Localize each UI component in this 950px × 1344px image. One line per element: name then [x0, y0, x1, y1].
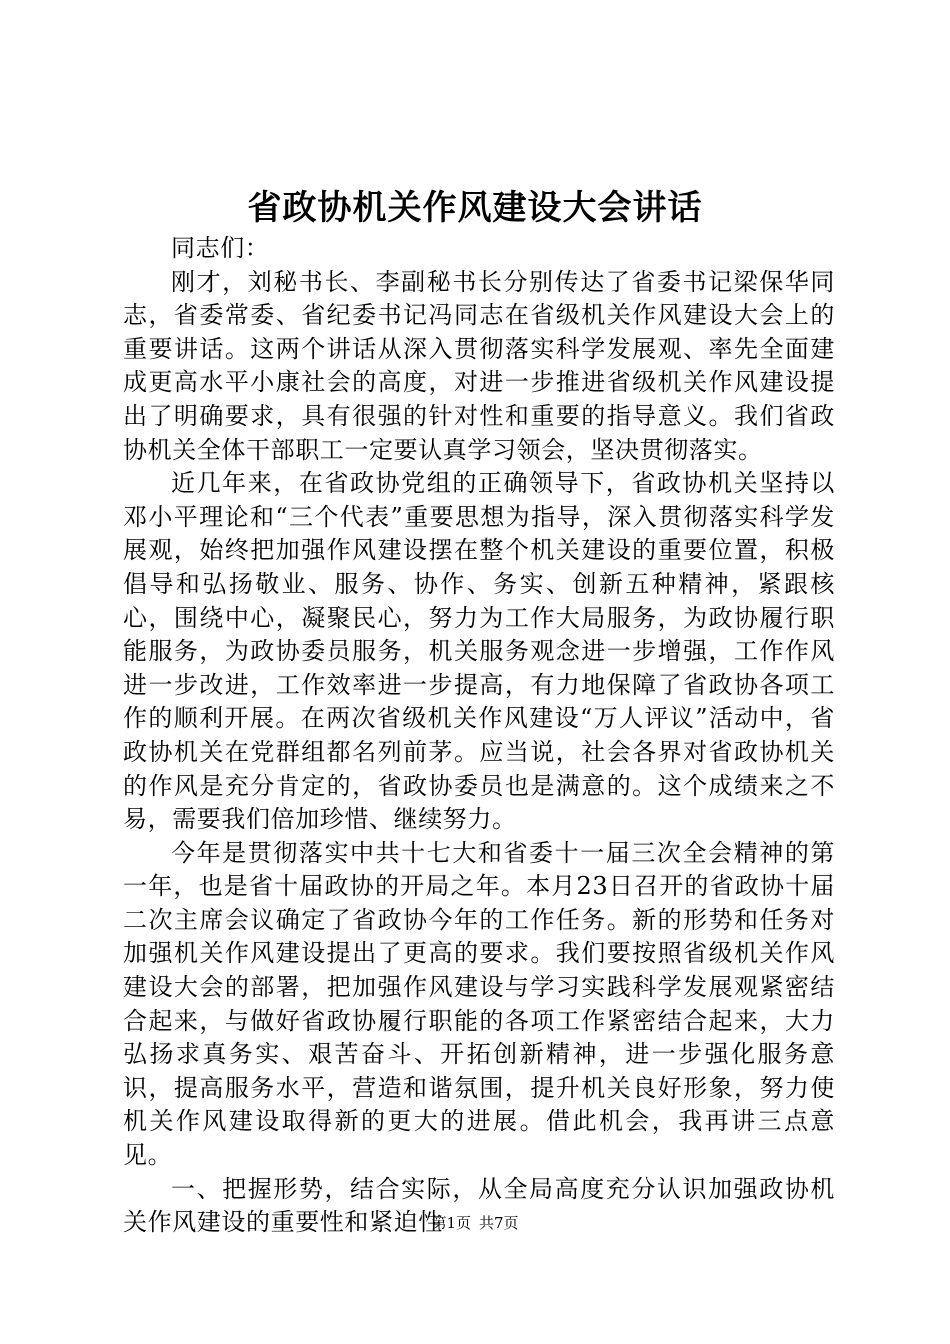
page-total: 共7页	[479, 1214, 519, 1232]
paragraph-2: 近几年来，在省政协党组的正确领导下，省政协机关坚持以邓小平理论和“三个代表”重要思想为指导，深入贯彻落实科学发展观，始终把加强作风建设摆在整个机关建设的重要位置，积极倡导和弘扬敬业、服务、协作、务实、创新五种精神，紧跟核心，围绕中心，凝聚民心，努力为工作大局服务，为政协履行职能服务，为政协委员服务，机关服务观念进一步增强，工作作风进一步改进，工作效率进一步提高，有力地保障了省政协各项工作的顺利开展。在两次省级机关作风建设“万人评议”活动中，省政协机关在党群组都名列前茅。应当说，社会各界对省政协机关的作风是充分肯定的，省政协委员也是满意的。这个成绩来之不易，需要我们倍加珍惜、继续努力。	[123, 469, 835, 834]
document-body	[123, 232, 835, 1240]
section-heading-1: 一、把握形势，结合实际，从全局高度充分认识加强政协机关作风建设的重要性和紧迫性	[123, 1174, 835, 1237]
paragraph-1: 刚才，刘秘书长、李副秘书长分别传达了省委书记梁保华同志，省委常委、省纪委书记冯同志在省级机关作风建设大会上的重要讲话。这两个讲话从深入贯彻落实科学发展观、率先全面建成更高水平小康社会的高度，对进一步推进省级机关作风建设提出了明确要求，具有很强的针对性和重要的指导意义。我们省政协机关全体干部职工一定要认真学习领会，坚决贯彻落实。	[123, 267, 835, 464]
page-number: 第1页	[431, 1214, 471, 1232]
salutation: 同志们：	[171, 234, 270, 262]
document-title: 省政协机关作风建设大会讲话	[247, 188, 703, 228]
page-footer	[0, 1213, 950, 1233]
paragraph-3: 今年是贯彻落实中共十七大和省委十一届三次全会精神的第一年，也是省十届政协的开局之年。本月23日召开的省政协十届二次主席会议确定了省政协今年的工作任务。新的形势和任务对加强机关作风建设提出了更高的要求。我们要按照省级机关作风建设大会的部署，把加强作风建设与学习实践科学发展观紧密结合起来，与做好省政协履行职能的各项工作紧密结合起来，大力弘扬求真务实、艰苦奋斗、开拓创新精神，进一步强化服务意识，提高服务水平，营造和谐氛围，提升机关良好形象，努力使机关作风建设取得新的更大的进展。借此机会，我再讲三点意见。	[123, 838, 835, 1170]
